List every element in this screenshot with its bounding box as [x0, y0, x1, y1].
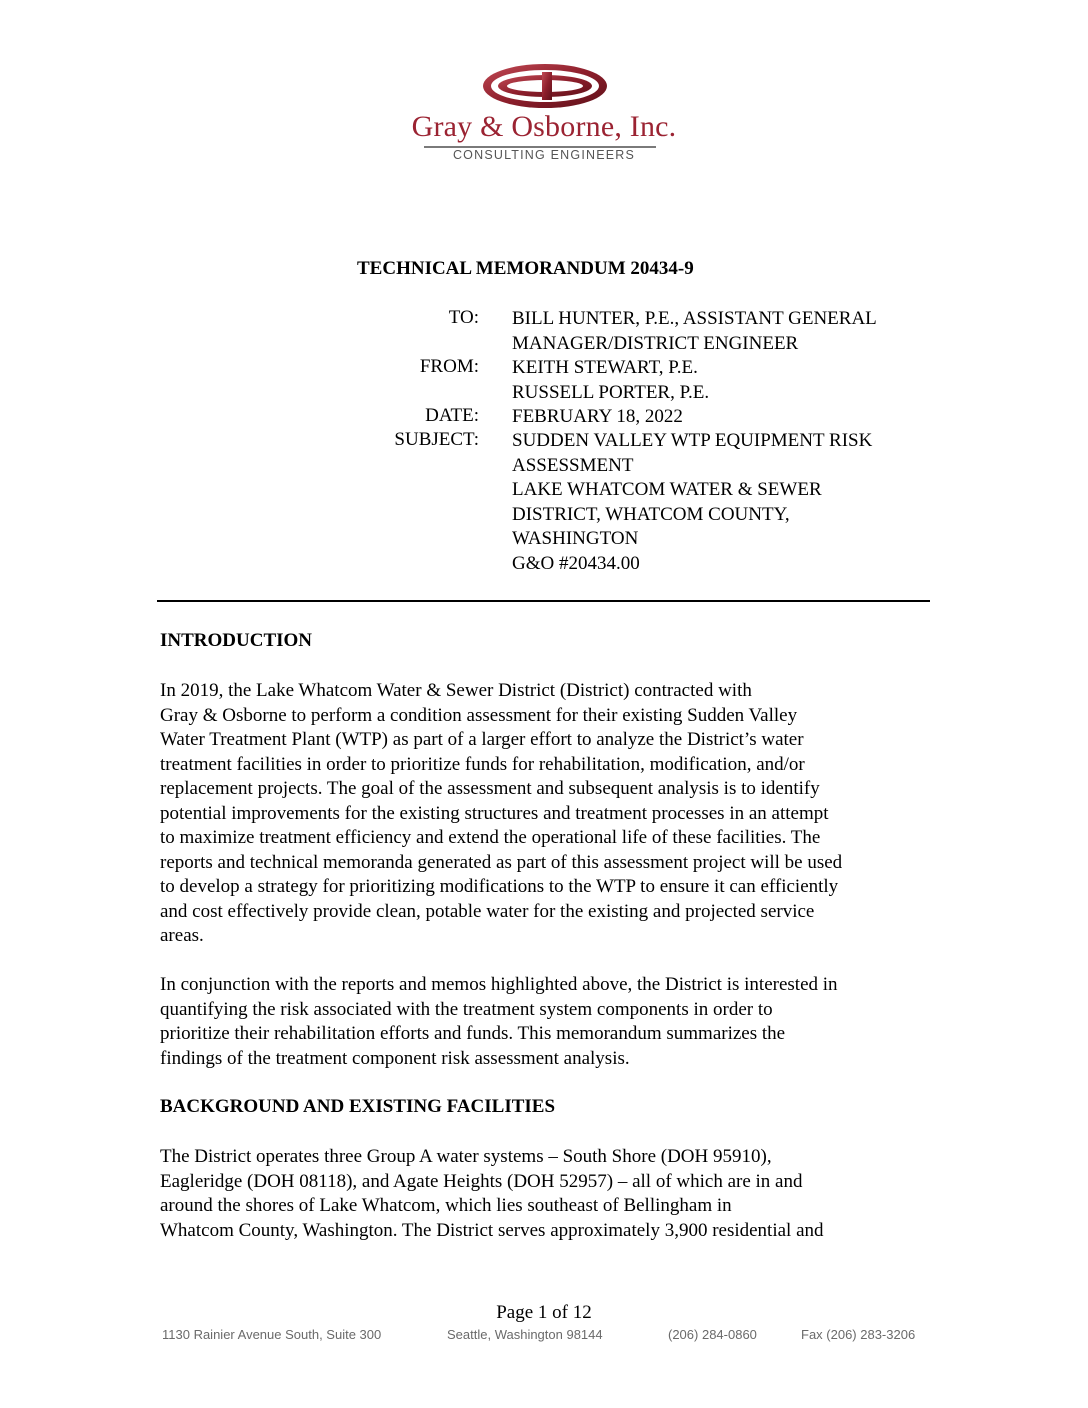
text-line: to maximize treatment efficiency and extend the operational life of these facilities. The — [160, 827, 821, 848]
to-value — [512, 307, 877, 356]
subject-label: SUBJECT: — [394, 429, 479, 450]
background-heading: BACKGROUND AND EXISTING FACILITIES — [160, 1096, 556, 1117]
text-line: In conjunction with the reports and memos highlighted above, the District is interested in — [160, 974, 838, 995]
text-line: potential improvements for the existing structures and treatment processes in an attempt — [160, 802, 829, 824]
date-line: FEBRUARY 18, 2022 — [512, 406, 683, 427]
intro-paragraph-1 — [160, 679, 842, 949]
subject-line: G&O #20434.00 — [512, 552, 640, 574]
text-line: The District operates three Group A water systems – South Shore (DOH 95910), — [160, 1146, 772, 1167]
memo-title: TECHNICAL MEMORANDUM 20434-9 — [357, 258, 694, 279]
subject-line: ASSESSMENT — [512, 454, 634, 476]
subject-line: LAKE WHATCOM WATER & SEWER — [512, 479, 822, 500]
text-line: Eagleridge (DOH 08118), and Agate Heights (DOH 52957) – all of which are in and — [160, 1170, 803, 1192]
text-line: In 2019, the Lake Whatcom Water & Sewer District (District) contracted with — [160, 680, 752, 701]
subject-value — [512, 429, 872, 576]
to-line: BILL HUNTER, P.E., ASSISTANT GENERAL — [512, 308, 877, 329]
to-label: TO: — [448, 307, 479, 328]
page-number: Page 1 of 12 — [496, 1302, 592, 1323]
company-logo — [0, 62, 1088, 172]
date-label: DATE: — [425, 405, 479, 426]
from-line: KEITH STEWART, P.E. — [512, 357, 698, 378]
background-paragraph — [160, 1145, 824, 1243]
to-line: MANAGER/DISTRICT ENGINEER — [512, 332, 799, 354]
subject-line: WASHINGTON — [512, 528, 639, 549]
text-line: quantifying the risk associated with the treatment system components in order to — [160, 998, 773, 1020]
text-line: reports and technical memoranda generated as part of this assessment project will be used — [160, 851, 843, 873]
date-value — [512, 405, 683, 430]
subject-line: DISTRICT, WHATCOM COUNTY, — [512, 503, 790, 525]
text-line: to develop a strategy for prioritizing modifications to the WTP to ensure it can efficiently — [160, 876, 839, 897]
introduction-heading: INTRODUCTION — [160, 630, 313, 651]
from-value — [512, 356, 709, 405]
text-line: findings of the treatment component risk assessment analysis. — [160, 1047, 630, 1069]
go-emblem-icon — [470, 62, 620, 112]
subject-line: SUDDEN VALLEY WTP EQUIPMENT RISK — [512, 430, 873, 451]
text-line: areas. — [160, 925, 204, 946]
company-subtitle: CONSULTING ENGINEERS — [452, 148, 636, 162]
text-line: Gray & Osborne to perform a condition assessment for their existing Sudden Valley — [160, 704, 798, 726]
text-line: and cost effectively provide clean, potable water for the existing and projected service — [160, 900, 815, 922]
intro-paragraph-2 — [160, 973, 838, 1071]
text-line: replacement projects. The goal of the assessment and subsequent analysis is to identify — [160, 778, 820, 799]
text-line: Whatcom County, Washington. The District serves approximately 3,900 residential and — [160, 1219, 824, 1241]
text-line: prioritize their rehabilitation efforts and funds. This memorandum summarizes the — [160, 1023, 786, 1044]
header-divider — [157, 600, 930, 602]
footer-fax: Fax (206) 283-3206 — [801, 1327, 916, 1342]
text-line: Water Treatment Plant (WTP) as part of a larger effort to analyze the District’s water — [160, 729, 804, 750]
from-label: FROM: — [419, 356, 479, 377]
company-name: Gray & Osborne, Inc. — [411, 110, 677, 143]
text-line: around the shores of Lake Whatcom, which lies southeast of Bellingham in — [160, 1195, 732, 1216]
from-line: RUSSELL PORTER, P.E. — [512, 381, 710, 403]
footer-phone: (206) 284-0860 — [668, 1327, 757, 1342]
footer-address: 1130 Rainier Avenue South, Suite 300 — [162, 1327, 382, 1342]
footer-city: Seattle, Washington 98144 — [447, 1327, 603, 1342]
text-line: treatment facilities in order to prioritize funds for rehabilitation, modification, and/or — [160, 753, 805, 775]
